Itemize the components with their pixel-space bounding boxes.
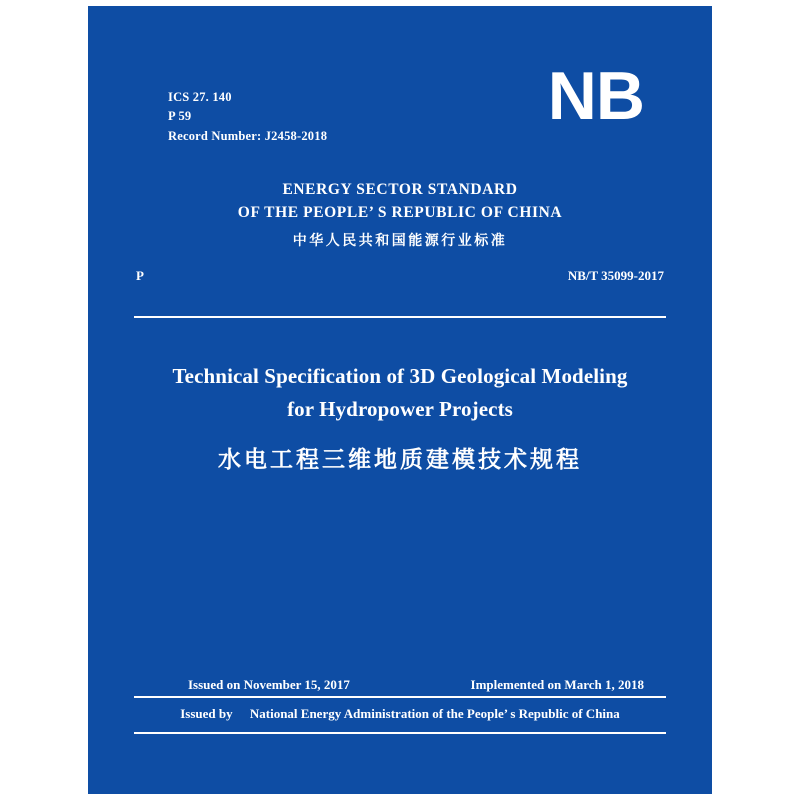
issuer-name: National Energy Administration of the People’ s Republic of China <box>249 706 620 721</box>
identification-block <box>168 88 327 146</box>
standard-cover <box>88 6 712 794</box>
divider-bottom <box>134 732 666 734</box>
title-english-line-1: Technical Specification of 3D Geological Modeling <box>172 364 628 388</box>
record-number: Record Number: J2458-2018 <box>168 128 328 143</box>
implemented-date: Implemented on March 1, 2018 <box>470 677 644 692</box>
classification-row <box>134 268 666 284</box>
divider-middle <box>134 696 666 698</box>
issuer-label: Issued by <box>180 706 233 721</box>
title-english-line-2: for Hydropower Projects <box>287 396 513 421</box>
standard-number: NB/T 35099-2017 <box>567 268 664 283</box>
standard-header-line-1: ENERGY SECTOR STANDARD <box>282 181 518 198</box>
title-chinese: 水电工程三维地质建模技术规程 <box>218 447 582 474</box>
standard-header-line-2: OF THE PEOPLE’ S REPUBLIC OF CHINA <box>237 204 563 222</box>
divider-top <box>134 316 666 318</box>
title-block <box>128 360 672 474</box>
ics-number: ICS 27. 140 <box>168 90 232 104</box>
issued-date: Issued on November 15, 2017 <box>188 677 350 692</box>
standard-header <box>88 178 712 250</box>
classification-letter: P <box>136 268 144 283</box>
nb-logo: NB <box>547 58 644 134</box>
standard-header-chinese: 中华人民共和国能源行业标准 <box>292 232 508 249</box>
issuer-row <box>134 706 666 722</box>
classification-code: P 59 <box>168 109 192 124</box>
dates-row <box>134 677 666 693</box>
